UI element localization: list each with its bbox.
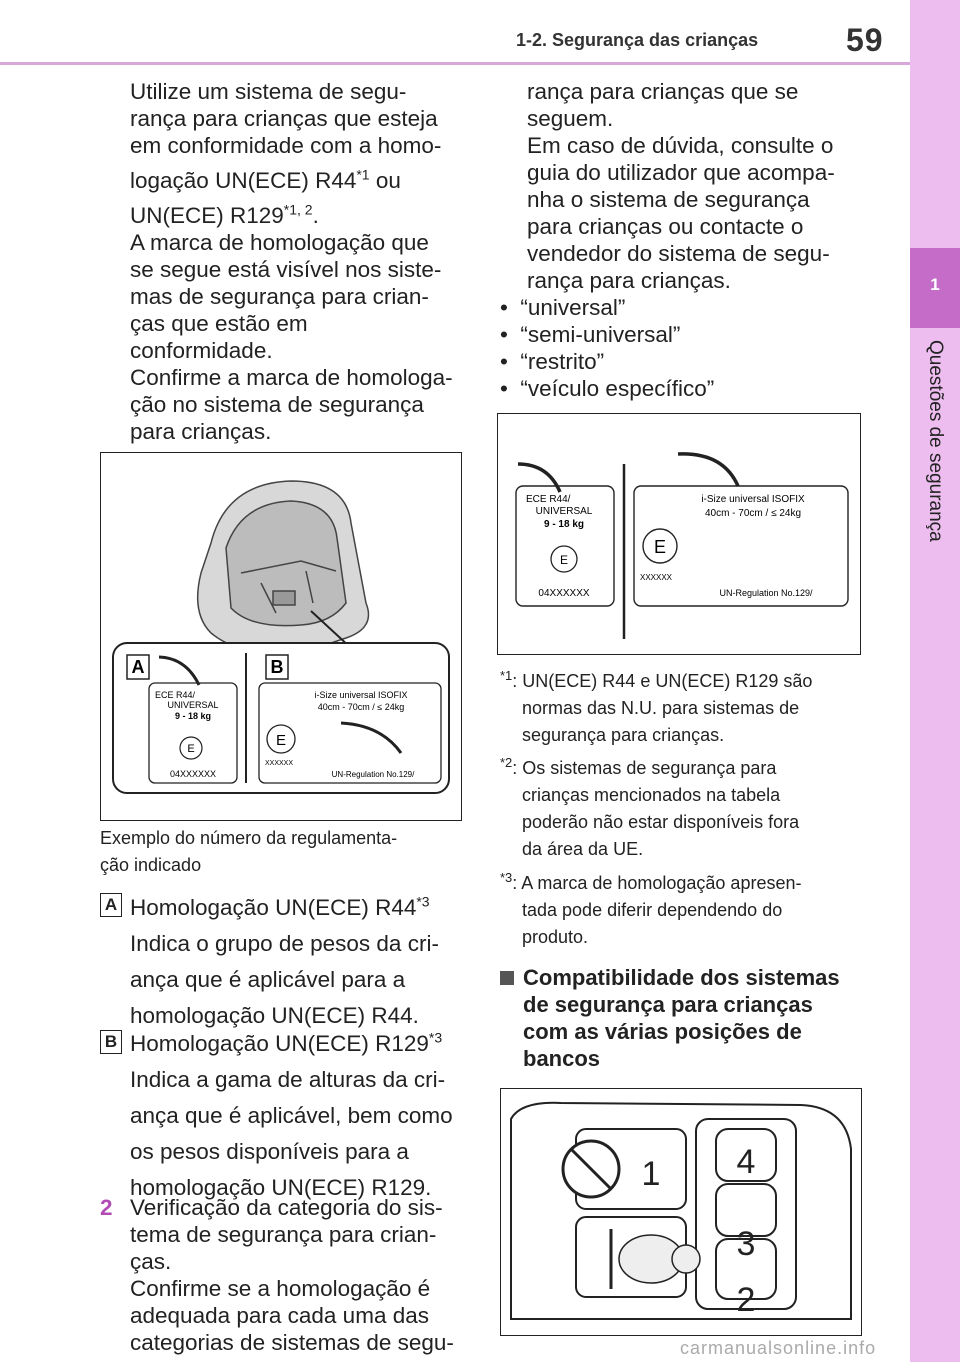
- intro-paragraph: Utilize um sistema de segu- rança para crianças que esteja em conformidade com a homo- logação UN(ECE) R44$^{*1}$ ou UN(ECE) R129$^{*1, 2}$. A marca de homologação que se segue está visível nos siste- mas de segurança para crian- ças que estão em conformidade. Confirme a marca de homologa- ção no sistema de segurança para crianças.: [130, 79, 453, 444]
- list-item: • “universal”: [500, 295, 626, 320]
- seat-positions-figure: [500, 1088, 862, 1336]
- svg-text:04XXXXXX: 04XXXXXX: [169, 769, 217, 779]
- chapter-label: Questões de segurança: [925, 340, 946, 542]
- step-2-text: Verificação da categoria do sis- tema de segurança para crian- ças. Confirme se a homologação é adequada para cada uma das categorias de sistemas de segu-: [130, 1195, 454, 1355]
- continued-paragraph: rança para crianças que se seguem. Em caso de dúvida, consulte o guia do utilizador que acompa- nha o sistema de segurança para crianças ou contacte o vendedor do sistema de segu- rança para crianças.: [527, 79, 835, 293]
- svg-text:ECE R44/: ECE R44/: [526, 494, 571, 505]
- svg-text:E: E: [559, 553, 569, 567]
- svg-text:E: E: [653, 537, 667, 557]
- category-list: [500, 294, 860, 402]
- svg-text:E: E: [275, 732, 287, 749]
- svg-text:40cm - 70cm / ≤ 24kg: 40cm - 70cm / ≤ 24kg: [317, 702, 405, 712]
- svg-text:UNIVERSAL: UNIVERSAL: [535, 506, 593, 517]
- child-seat-illustration: [101, 453, 461, 820]
- footnote-1: $^{*1}$: UN(ECE) R44 e UN(ECE) R129 são normas das N.U. para sistemas de segurança para crianças.: [500, 668, 813, 745]
- svg-text:9 - 18 kg: 9 - 18 kg: [174, 711, 212, 721]
- svg-text:ECE R44/: ECE R44/: [155, 690, 196, 700]
- homologation-labels-figure: [497, 413, 861, 655]
- watermark: carmanualsonline.info: [680, 1338, 877, 1358]
- item-a: Homologação UN(ECE) R44$^{*3}$ Indica o grupo de pesos da cri- ança que é aplicável para a homologação UN(ECE) R44.: [130, 893, 439, 1028]
- svg-text:9 - 18 kg: 9 - 18 kg: [543, 519, 585, 530]
- seat-number-1: 1: [641, 1155, 661, 1193]
- svg-text:E: E: [187, 743, 195, 755]
- item-b: Homologação UN(ECE) R129$^{*3}$ Indica a gama de alturas da cri- ança que é aplicável, bem como os pesos disponíveis para a homologação UN(ECE) R129.: [130, 1029, 453, 1200]
- seat-number-4: 4: [736, 1143, 756, 1181]
- seat-number-2: 2: [736, 1281, 756, 1319]
- svg-text:04XXXXXX: 04XXXXXX: [538, 588, 590, 599]
- chapter-tab: [910, 0, 960, 1362]
- list-item: • “veículo específico”: [500, 376, 715, 401]
- figure-caption: Exemplo do número da regulamenta- ção indicado: [100, 828, 398, 875]
- compatibility-heading: Compatibilidade dos sistemas de segurança para crianças com as várias posições de bancos: [523, 965, 840, 1071]
- list-item: • “semi-universal”: [500, 322, 681, 347]
- svg-text:XXXXXX: XXXXXX: [640, 573, 673, 582]
- svg-text:UN-Regulation No.129/: UN-Regulation No.129/: [331, 770, 415, 779]
- item-a-box: A: [100, 893, 122, 917]
- label-a: A: [131, 657, 145, 677]
- section-title: 1-2. Segurança das crianças: [516, 30, 759, 50]
- step-2-number: 2: [100, 1195, 113, 1220]
- footnote-2: $^{*2}$: Os sistemas de segurança para crianças mencionados na tabela poderão não estar disponíveis fora da área da UE.: [500, 755, 800, 859]
- list-item: • “restrito”: [500, 349, 605, 374]
- header-rule: [0, 62, 910, 65]
- seat-positions-illustration: [501, 1089, 861, 1335]
- footnote-3: $^{*3}$: A marca de homologação apresen- tada pode diferir dependendo do produto.: [500, 870, 802, 947]
- svg-text:XXXXXX: XXXXXX: [265, 760, 294, 767]
- page-number: 59: [846, 22, 884, 58]
- item-b-box: B: [100, 1030, 122, 1054]
- label-b: B: [270, 657, 284, 677]
- svg-text:UNIVERSAL: UNIVERSAL: [167, 700, 219, 710]
- chapter-number: 1: [930, 275, 940, 294]
- child-seat-figure: [100, 452, 462, 821]
- heading-bullet: [500, 971, 514, 985]
- svg-text:i-Size universal ISOFIX: i-Size universal ISOFIX: [701, 494, 805, 505]
- homologation-labels-illustration: [498, 414, 860, 654]
- svg-text:UN-Regulation No.129/: UN-Regulation No.129/: [719, 588, 813, 598]
- svg-text:40cm - 70cm / ≤ 24kg: 40cm - 70cm / ≤ 24kg: [704, 508, 802, 519]
- svg-text:i-Size universal ISOFIX: i-Size universal ISOFIX: [314, 690, 408, 700]
- seat-number-3: 3: [736, 1225, 756, 1263]
